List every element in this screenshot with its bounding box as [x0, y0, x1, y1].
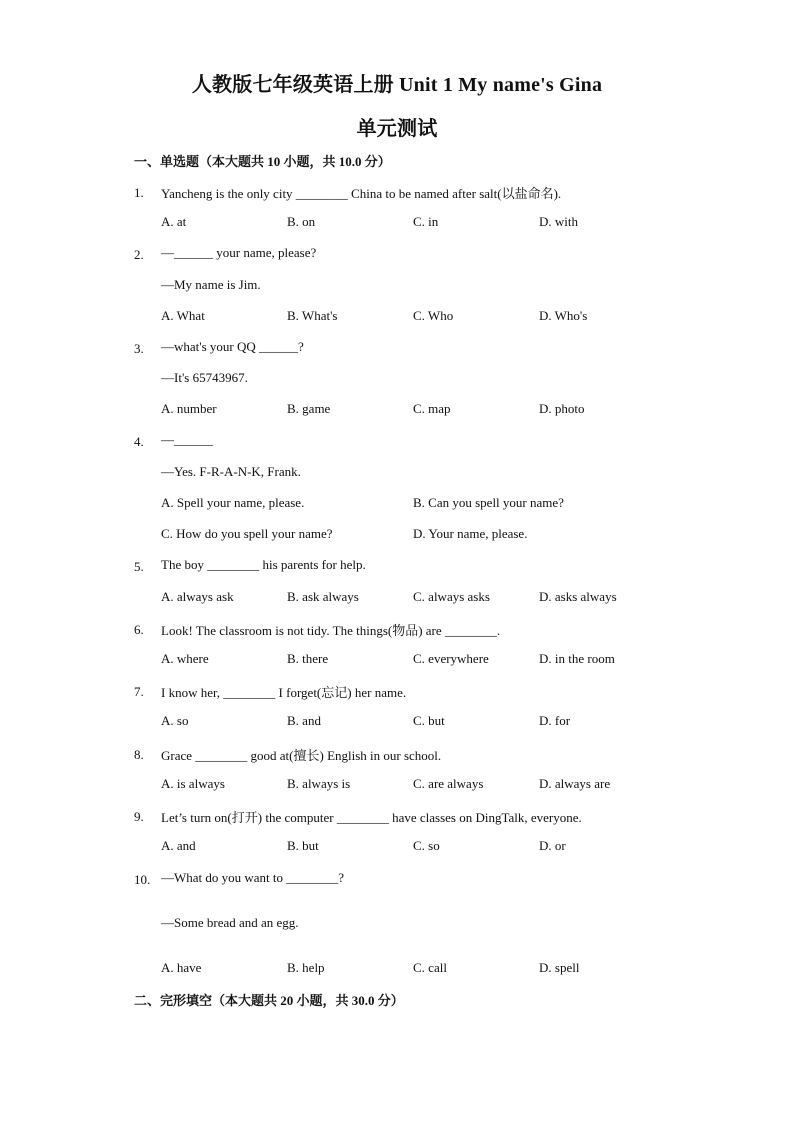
question-stem: —What do you want to ________?	[161, 870, 345, 885]
option-d: D. or	[539, 838, 566, 853]
question-number: 10.	[134, 872, 151, 887]
option-a: A. Spell your name, please.	[161, 495, 305, 510]
option-b: B. ask always	[287, 589, 359, 604]
page-subtitle: 单元测试	[356, 118, 438, 140]
option-c: C. so	[413, 838, 440, 853]
question-stem: —what's your QQ ______?	[161, 339, 304, 354]
question-number: 7.	[134, 684, 144, 699]
option-a: A. so	[161, 713, 189, 728]
option-b: B. always is	[287, 776, 351, 791]
option-c: C. How do you spell your name?	[161, 526, 333, 541]
option-d: D. Your name, please.	[413, 526, 528, 541]
question-answer-line: —Yes. F-R-A-N-K, Frank.	[161, 464, 301, 479]
question-number: 6.	[134, 622, 144, 637]
option-d: D. always are	[539, 776, 611, 791]
question-number: 9.	[134, 809, 144, 824]
question-answer-line: —My name is Jim.	[161, 277, 261, 292]
question-number: 3.	[134, 341, 144, 356]
option-d: D. with	[539, 214, 578, 229]
option-c: C. in	[413, 214, 439, 229]
question-number: 5.	[134, 559, 144, 574]
option-a: A. What	[161, 308, 205, 323]
option-b: B. help	[287, 960, 325, 975]
question-number: 8.	[134, 747, 144, 762]
option-a: A. have	[161, 960, 202, 975]
option-c: C. Who	[413, 308, 454, 323]
option-c: C. map	[413, 401, 451, 416]
question-number: 2.	[134, 247, 144, 262]
option-d: D. asks always	[539, 589, 617, 604]
option-a: A. at	[161, 214, 187, 229]
option-a: A. is always	[161, 776, 225, 791]
option-b: B. but	[287, 838, 319, 853]
option-b: B. and	[287, 713, 321, 728]
option-d: D. Who's	[539, 308, 588, 323]
question-stem: Look! The classroom is not tidy. The things(物品) are ________.	[161, 623, 501, 638]
question-answer-line: —Some bread and an egg.	[161, 915, 299, 930]
option-b: B. game	[287, 401, 331, 416]
option-d: D. photo	[539, 401, 585, 416]
question-stem: Yancheng is the only city ________ China to be named after salt(以盐命名).	[161, 186, 562, 201]
question-number: 1.	[134, 185, 144, 200]
option-a: A. and	[161, 838, 196, 853]
option-b: B. What's	[287, 308, 338, 323]
option-a: A. always ask	[161, 589, 234, 604]
question-stem: Grace ________ good at(擅长) English in our school.	[161, 748, 442, 763]
option-a: A. where	[161, 651, 209, 666]
option-c: C. call	[413, 960, 447, 975]
option-c: C. but	[413, 713, 445, 728]
option-c: C. everywhere	[413, 651, 489, 666]
option-d: D. spell	[539, 960, 580, 975]
section-heading-cloze: 二、完形填空（本大题共 20 小题，共 30.0 分）	[134, 993, 404, 1008]
page-title: 人教版七年级英语上册 Unit 1 My name's Gina	[191, 74, 603, 96]
option-c: C. always asks	[413, 589, 490, 604]
option-d: D. in the room	[539, 651, 615, 666]
question-number: 4.	[134, 434, 144, 449]
question-stem: —______	[161, 432, 213, 447]
option-c: C. are always	[413, 776, 484, 791]
question-stem: —______ your name, please?	[161, 245, 317, 260]
option-a: A. number	[161, 401, 217, 416]
option-b: B. Can you spell your name?	[413, 495, 564, 510]
question-answer-line: —It's 65743967.	[161, 370, 248, 385]
question-stem: Let’s turn on(打开) the computer ________ have classes on DingTalk, everyone.	[161, 810, 582, 825]
question-stem: I know her, ________ I forget(忘记) her name.	[161, 685, 407, 700]
section-heading-single-choice: 一、单选题（本大题共 10 小题，共 10.0 分）	[134, 154, 391, 169]
question-stem: The boy ________ his parents for help.	[161, 557, 366, 572]
option-b: B. there	[287, 651, 329, 666]
option-d: D. for	[539, 713, 571, 728]
option-b: B. on	[287, 214, 316, 229]
